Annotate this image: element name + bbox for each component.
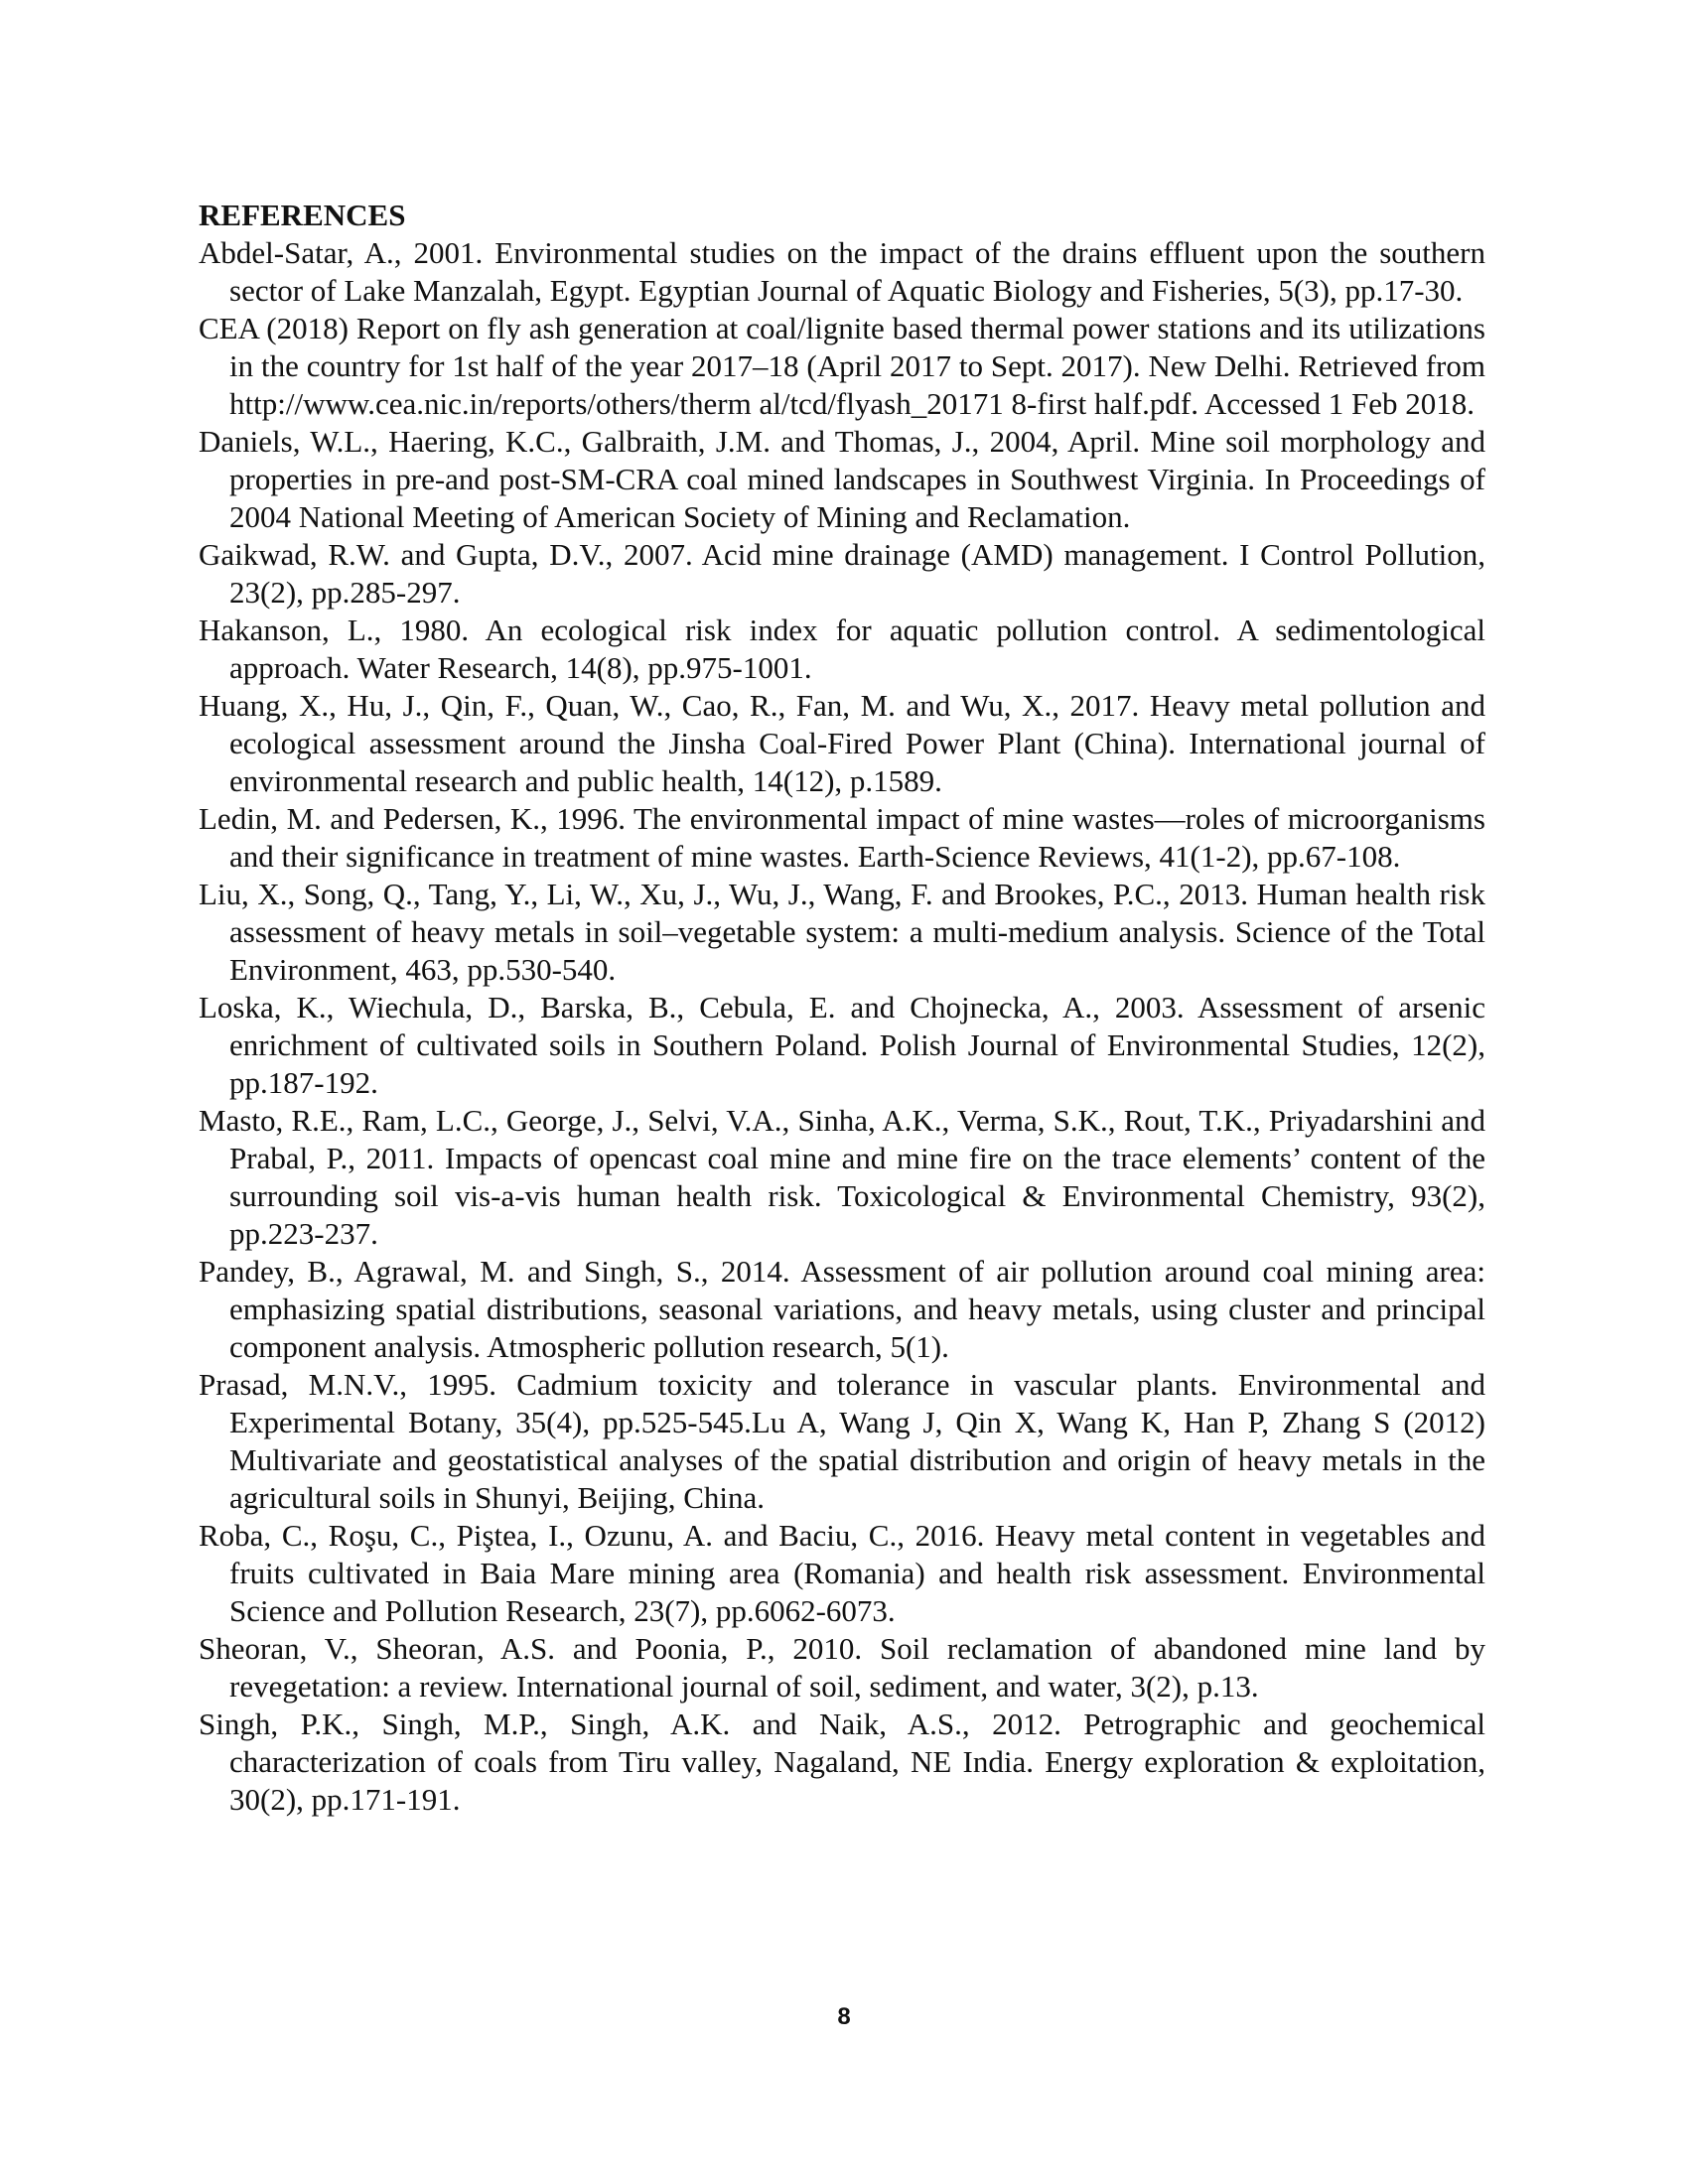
reference-item: Sheoran, V., Sheoran, A.S. and Poonia, P., 2010. Soil reclamation of abandoned mine land by revegetation: a review. International journal of soil, sediment, and water, 3(2), p.13. — [199, 1631, 1485, 1704]
reference-item: Ledin, M. and Pedersen, K., 1996. The environmental impact of mine wastes—roles of microorganisms and their significance in treatment of mine wastes. Earth-Science Reviews, 41(1-2), pp.67-108. — [199, 801, 1485, 874]
section-heading: REFERENCES — [199, 198, 406, 232]
reference-item: Loska, K., Wiechula, D., Barska, B., Cebula, E. and Chojnecka, A., 2003. Assessment of arsenic enrichment of cultivated soils in Southern Poland. Polish Journal of Environmental Studies, 12(2), pp.187-192. — [199, 990, 1485, 1100]
reference-item: Singh, P.K., Singh, M.P., Singh, A.K. and Naik, A.S., 2012. Petrographic and geochemical characterization of coals from Tiru valley, Nagaland, NE India. Energy exploration & exploitation, 30(2), pp.171-191. — [199, 1706, 1485, 1817]
reference-item: Liu, X., Song, Q., Tang, Y., Li, W., Xu, J., Wu, J., Wang, F. and Brookes, P.C., 2013. Human health risk assessment of heavy metals in soil–vegetable system: a multi-medium analysis. Science of the Total Environment, 463, pp.530-540. — [199, 877, 1485, 987]
reference-item: Abdel-Satar, A., 2001. Environmental studies on the impact of the drains effluent upon the southern sector of Lake Manzalah, Egypt. Egyptian Journal of Aquatic Biology and Fisheries, 5(3), pp.17-30. — [199, 235, 1485, 308]
reference-item: CEA (2018) Report on fly ash generation at coal/lignite based thermal power stations and its utilizations in the country for 1st half of the year 2017–18 (April 2017 to Sept. 2017). New Delhi. Retrieved from http://www.cea.nic.in/reports/others/therm al/tcd/flyash_20171 8-first half.pdf. Accessed 1 Feb 2018. — [199, 311, 1485, 421]
page-number: 8 — [837, 2003, 851, 2030]
reference-item: Roba, C., Roşu, C., Piştea, I., Ozunu, A. and Baciu, C., 2016. Heavy metal content in vegetables and fruits cultivated in Baia Mare mining area (Romania) and health risk assessment. Environmental Science and Pollution Research, 23(7), pp.6062-6073. — [199, 1518, 1485, 1628]
reference-item: Prasad, M.N.V., 1995. Cadmium toxicity and tolerance in vascular plants. Environmental and Experimental Botany, 35(4), pp.525-545.Lu A, Wang J, Qin X, Wang K, Han P, Zhang S (2012) Multivariate and geostatistical analyses of the spatial distribution and origin of heavy metals in the agricultural soils in Shunyi, Beijing, China. — [199, 1367, 1485, 1515]
reference-item: Huang, X., Hu, J., Qin, F., Quan, W., Cao, R., Fan, M. and Wu, X., 2017. Heavy metal pollution and ecological assessment around the Jinsha Coal-Fired Power Plant (China). International journal of environmental research and public health, 14(12), p.1589. — [199, 688, 1485, 798]
reference-item: Pandey, B., Agrawal, M. and Singh, S., 2014. Assessment of air pollution around coal mining area: emphasizing spatial distributions, seasonal variations, and heavy metals, using cluster and principal component analysis. Atmospheric pollution research, 5(1). — [199, 1254, 1485, 1364]
reference-item: Daniels, W.L., Haering, K.C., Galbraith, J.M. and Thomas, J., 2004, April. Mine soil morphology and properties in pre-and post-SM-CRA coal mined landscapes in Southwest Virginia. In Proceedings of 2004 National Meeting of American Society of Mining and Reclamation. — [199, 424, 1485, 534]
reference-item: Hakanson, L., 1980. An ecological risk index for aquatic pollution control. A sedimentological approach. Water Research, 14(8), pp.975-1001. — [199, 613, 1485, 685]
reference-item: Masto, R.E., Ram, L.C., George, J., Selvi, V.A., Sinha, A.K., Verma, S.K., Rout, T.K., Priyadarshini and Prabal, P., 2011. Impacts of opencast coal mine and mine fire on the trace elements’ content of the surrounding soil vis-a-vis human health risk. Toxicological & Environmental Chemistry, 93(2), pp.223-237. — [199, 1103, 1485, 1251]
references-section — [199, 197, 1485, 1819]
reference-list — [199, 234, 1485, 1819]
reference-item: Gaikwad, R.W. and Gupta, D.V., 2007. Acid mine drainage (AMD) management. I Control Pollution, 23(2), pp.285-297. — [199, 537, 1485, 610]
